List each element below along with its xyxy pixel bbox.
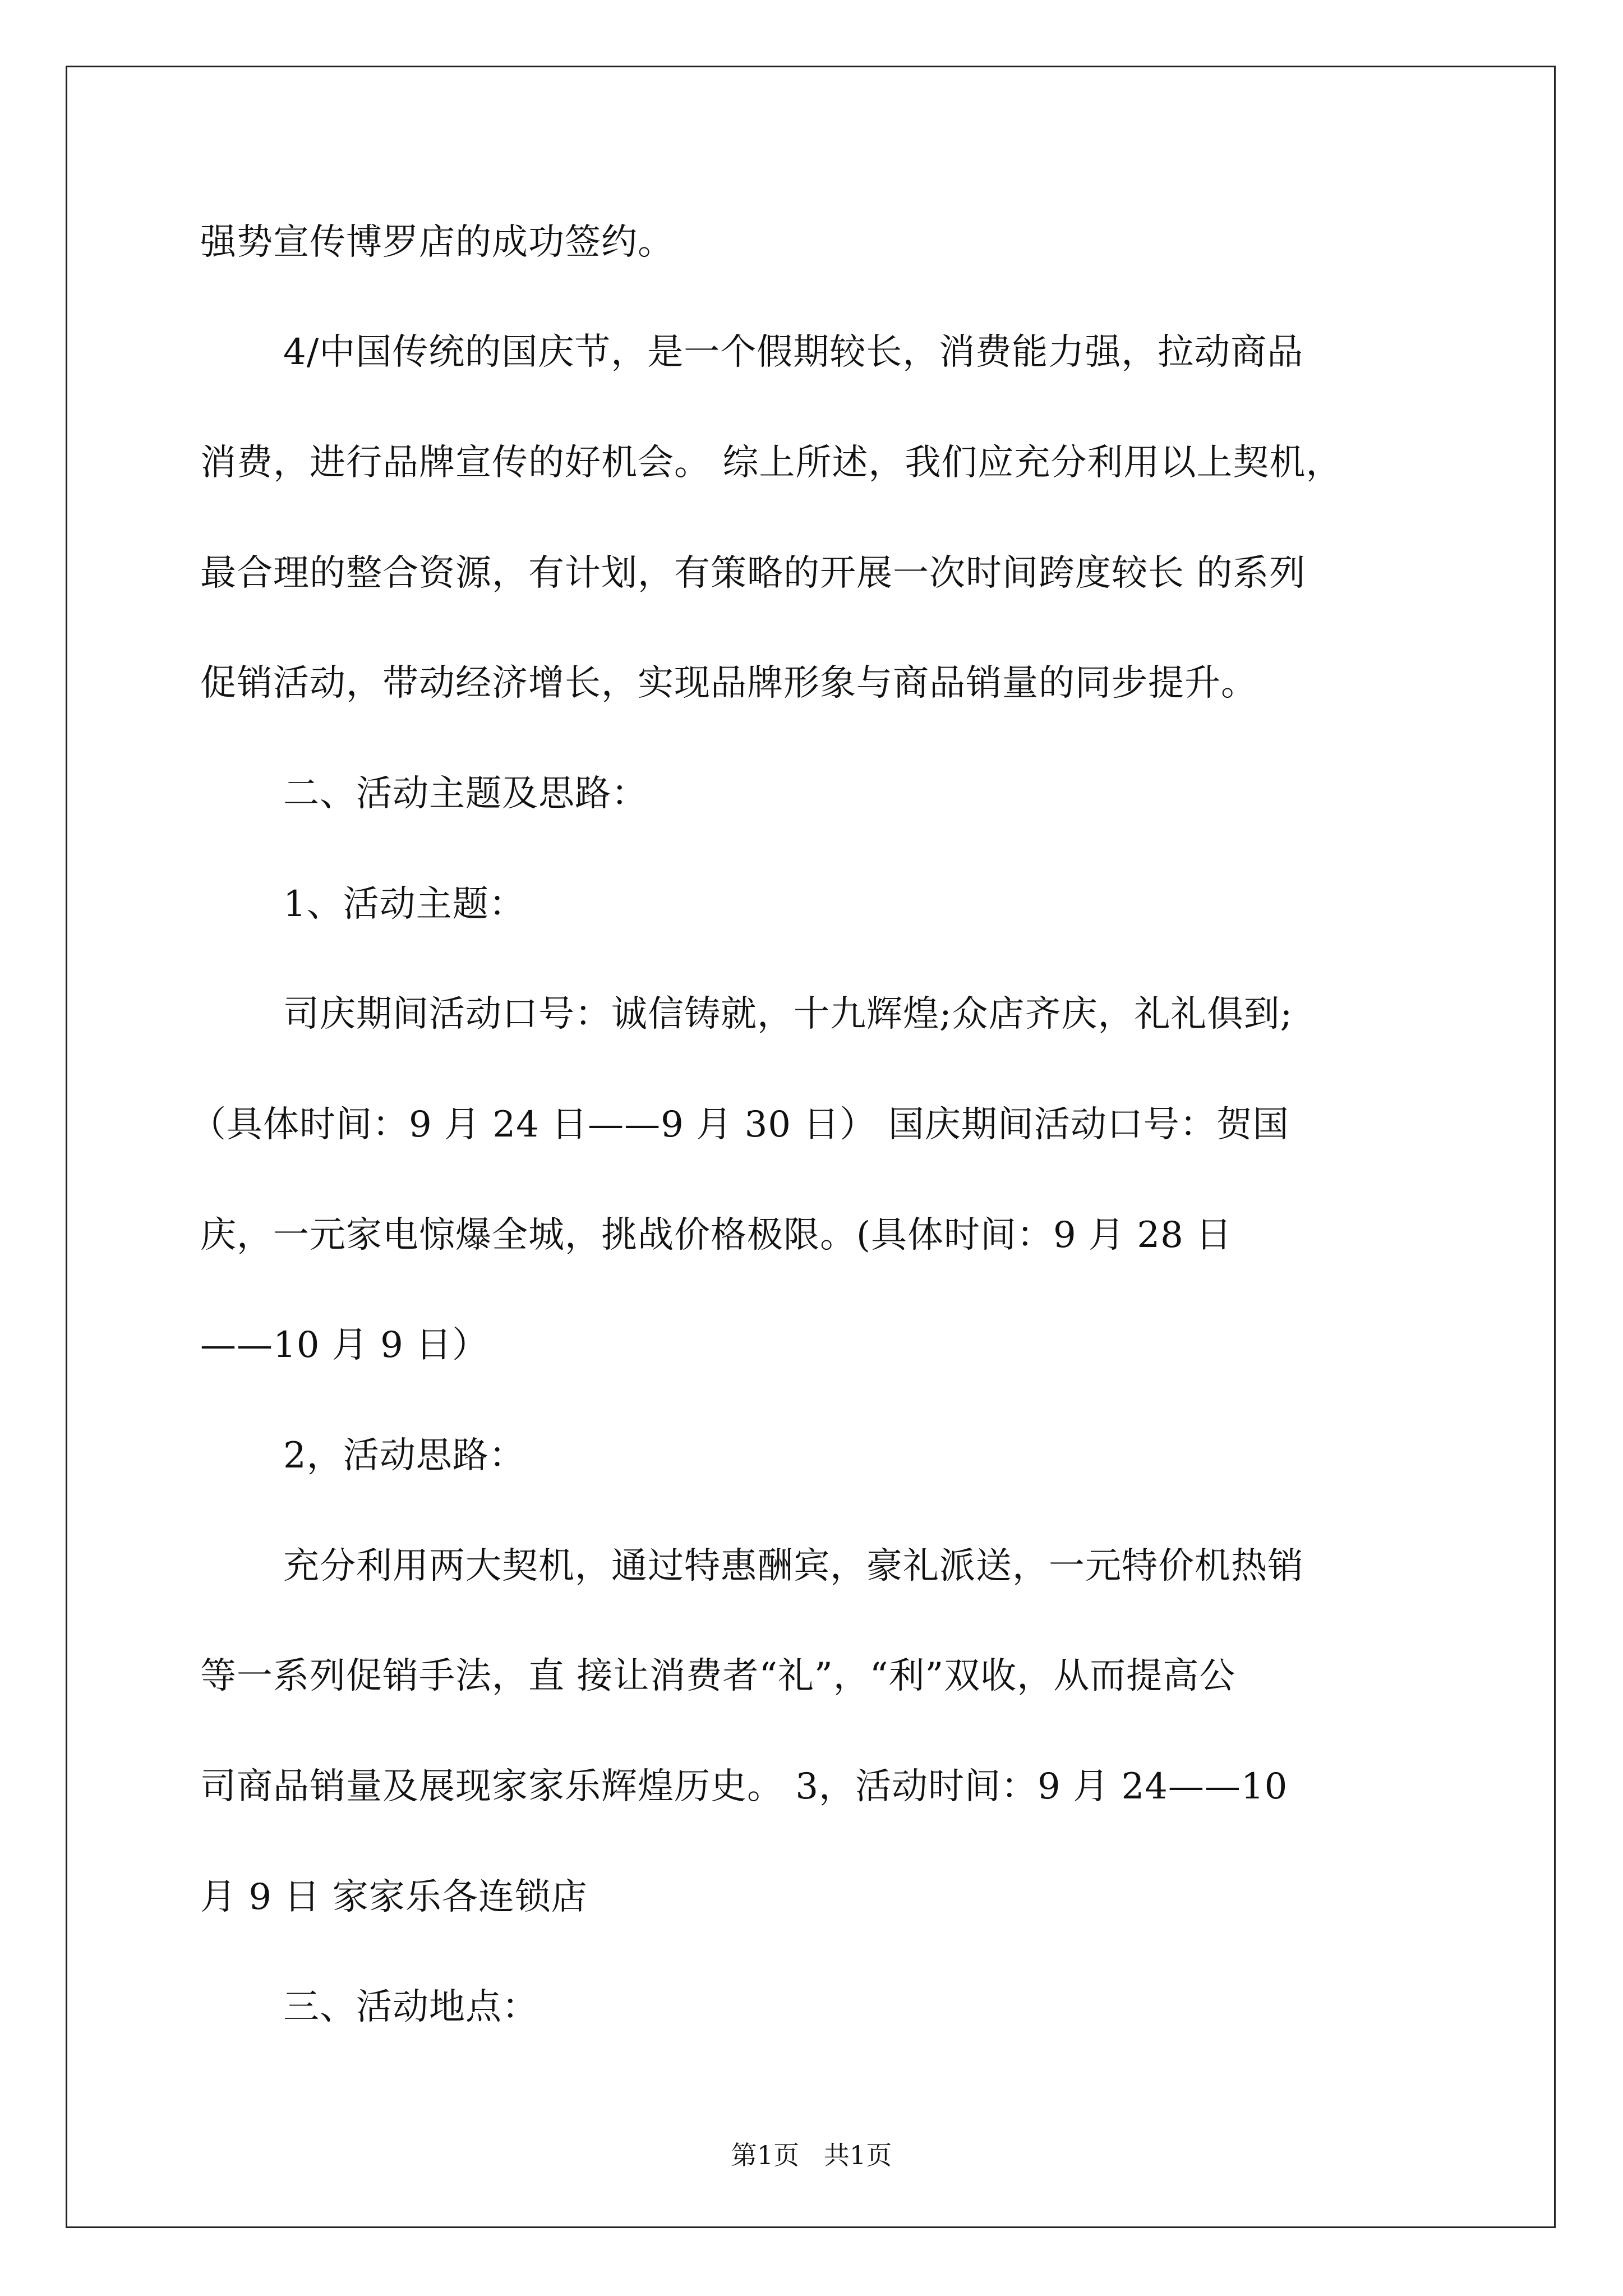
section-heading: 三、活动地点： [283, 1986, 538, 2028]
subsection-heading: 1、活动主题： [283, 884, 525, 925]
text-line: 等一系列促销手法，直 接让消费者“礼”，“利”双收，从而提高公 [200, 1655, 1236, 1697]
text-line: ——10 月 9 日） [200, 1324, 489, 1366]
text-line: 最合理的整合资源，有计划，有策略的开展一次时间跨度较长 的系列 [200, 553, 1306, 594]
text-line: 强势宣传博罗店的成功签约。 [200, 222, 674, 263]
text-line: （具体时间：9 月 24 日——9 月 30 日） 国庆期间活动口号：贺国 [190, 1104, 1289, 1145]
text-line: 消费，进行品牌宣传的好机会。 综上所述，我们应充分利用以上契机， [200, 442, 1343, 484]
text-line: 司庆期间活动口号：诚信铸就，十九辉煌;众店齐庆，礼礼俱到; [283, 993, 1293, 1035]
section-heading: 二、活动主题及思路： [283, 773, 648, 815]
text-line: 促销活动，带动经济增长，实现品牌形象与商品销量的同步提升。 [200, 662, 1257, 704]
page-footer: 第1页 共1页 [731, 2140, 892, 2170]
text-line: 庆，一元家电惊爆全城，挑战价格极限。(具体时间：9 月 28 日 [200, 1214, 1233, 1256]
text-line: 4/中国传统的国庆节，是一个假期较长，消费能力强，拉动商品 [283, 332, 1304, 373]
text-line: 月 9 日 家家乐各连锁店 [200, 1876, 588, 1918]
subsection-heading: 2，活动思路： [283, 1435, 525, 1476]
text-line: 充分利用两大契机，通过特惠酬宾，豪礼派送，一元特价机热销 [283, 1545, 1304, 1587]
text-line: 司商品销量及展现家家乐辉煌历史。 3，活动时间：9 月 24——10 [200, 1766, 1288, 1807]
